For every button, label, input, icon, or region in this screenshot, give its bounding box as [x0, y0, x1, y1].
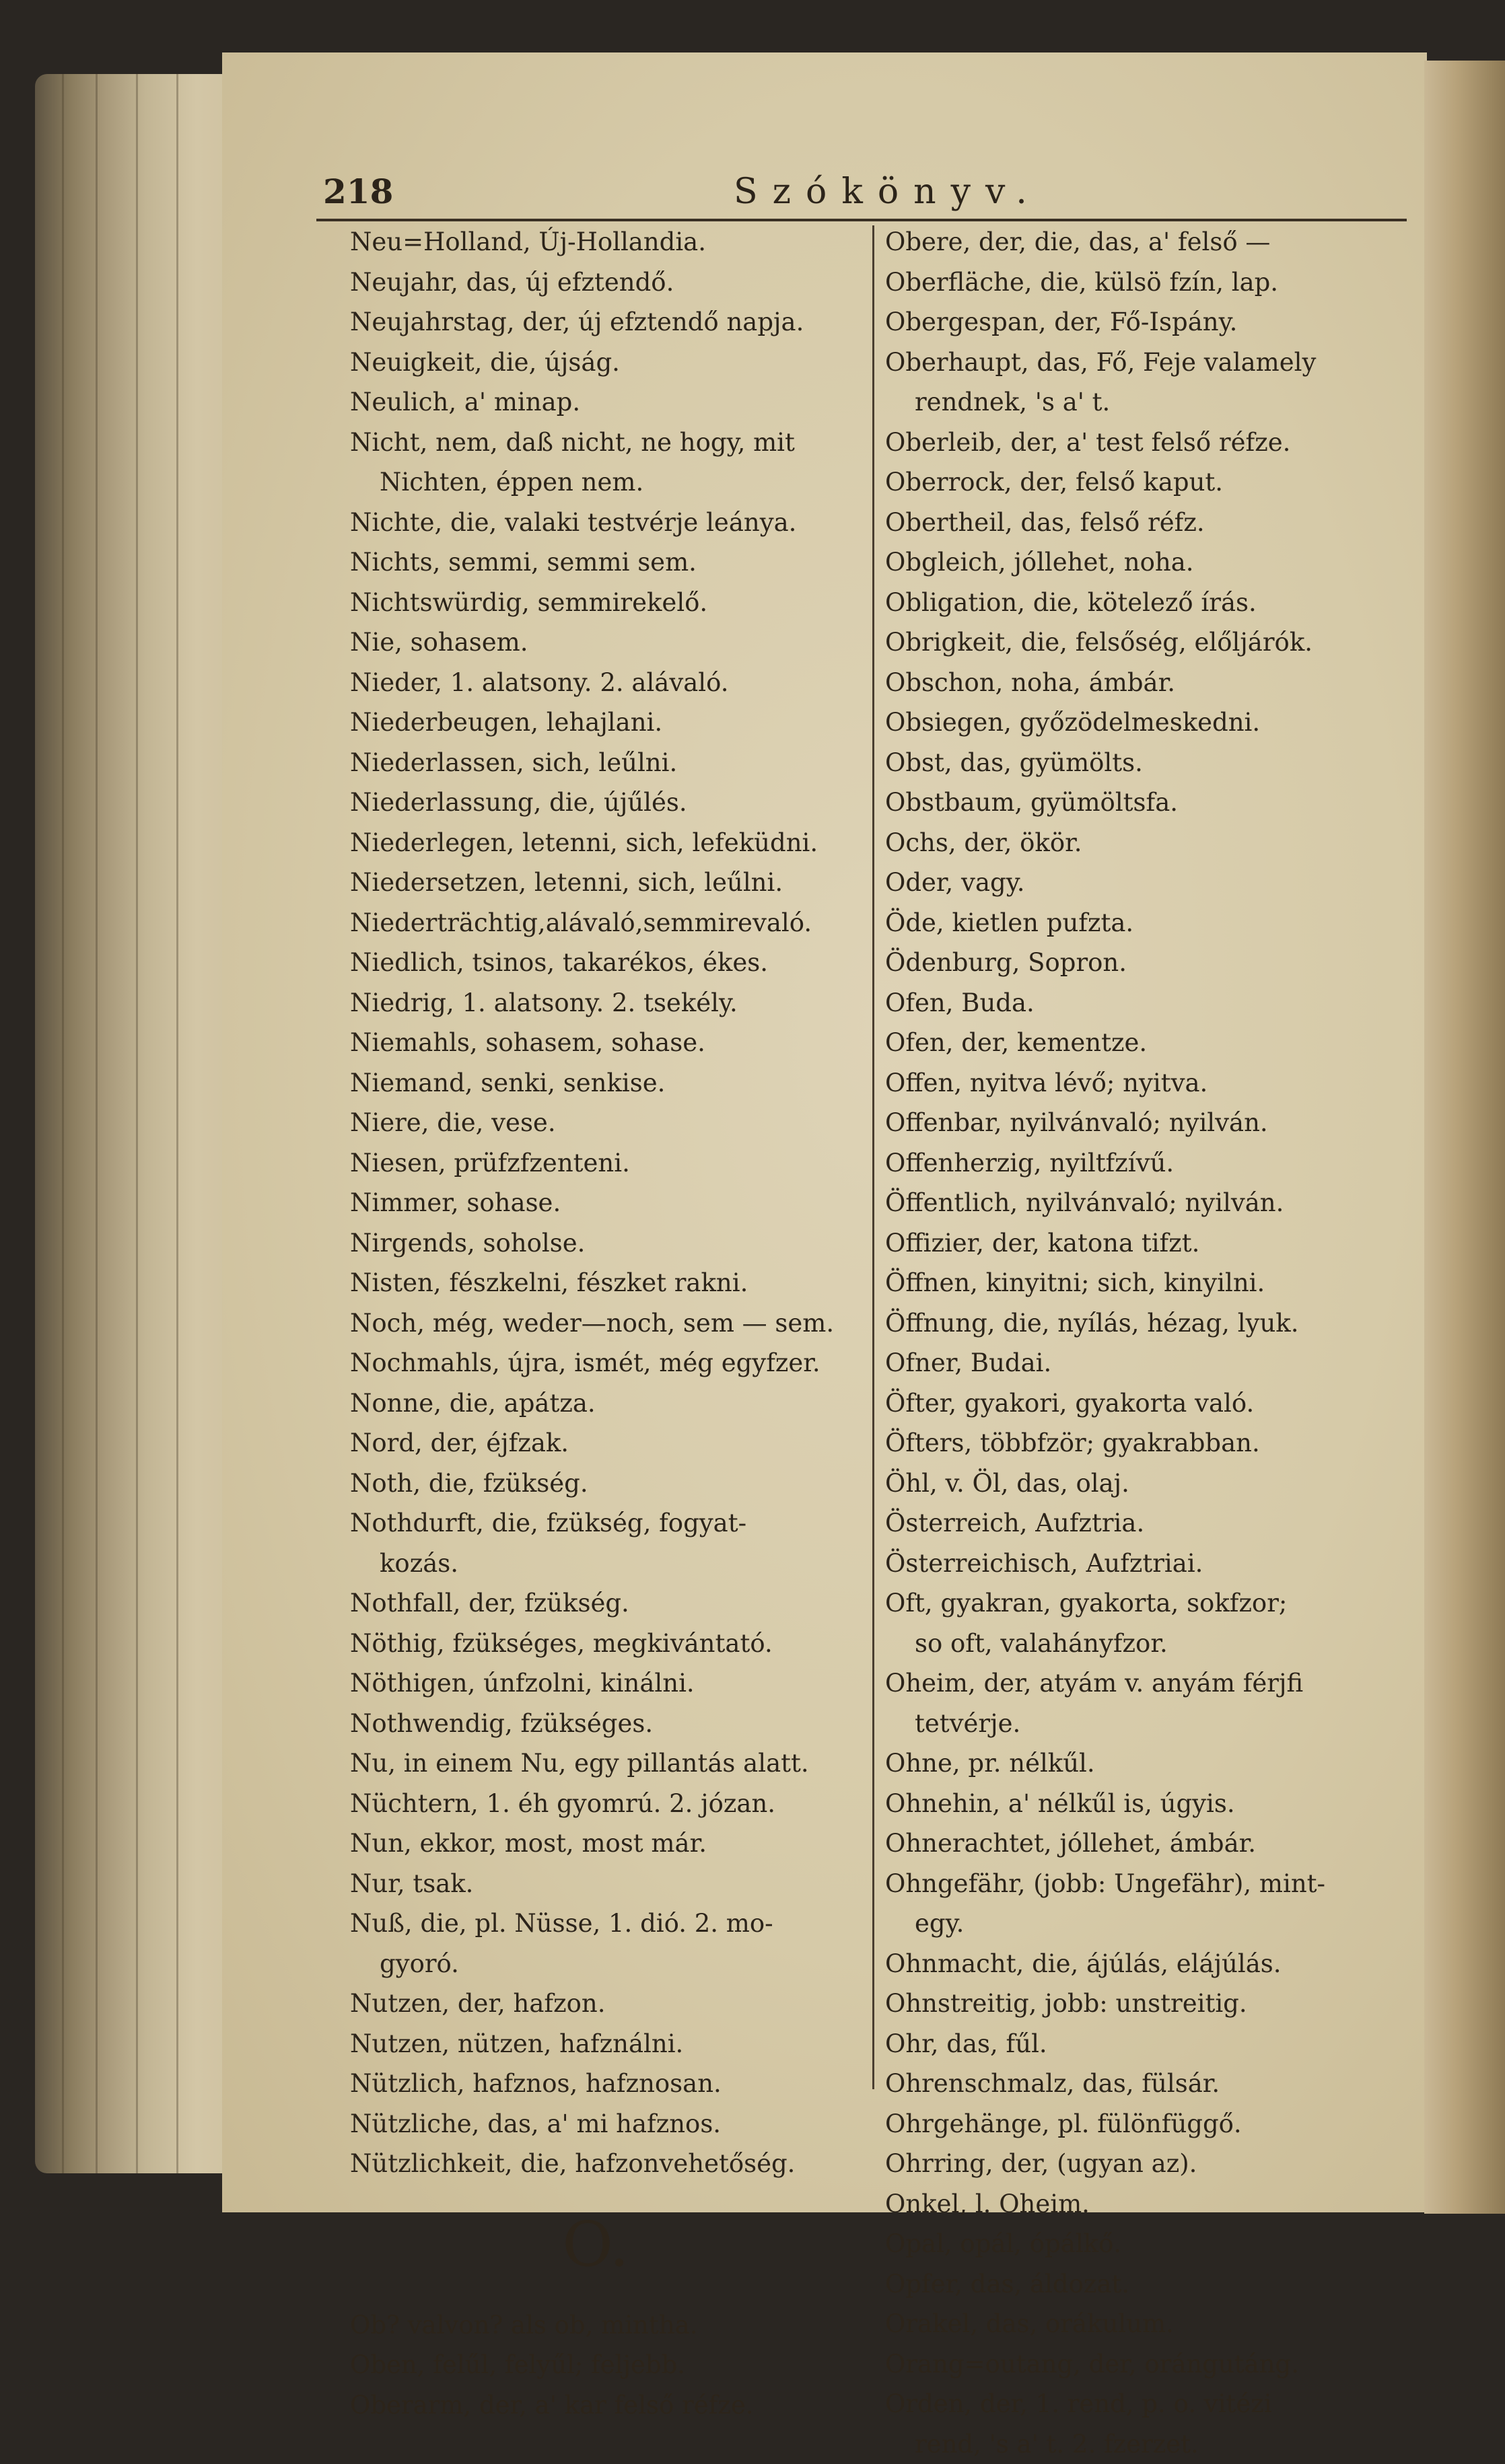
dictionary-entry: Noth, die, fzükség.: [350, 1463, 868, 1504]
dictionary-entry: Nu, in einem Nu, egy pillantás alatt.: [350, 1743, 868, 1784]
dictionary-entry: Obertheil, das, felső réfz.: [885, 503, 1417, 543]
dictionary-entry: Nutzen, nützen, hafználni.: [350, 2024, 868, 2064]
dictionary-entry: Niemahls, sohasem, sohase.: [350, 1023, 868, 1063]
dictionary-entry: Niederlegen, letenni, sich, lefeküdni.: [350, 823, 868, 863]
dictionary-entry: Niemand, senki, senkise.: [350, 1063, 868, 1103]
dictionary-entry: Ohrenschmalz, das, fülsár.: [885, 2064, 1417, 2104]
dictionary-entry: Öffentlich, nyilvánvaló; nyilván.: [885, 1183, 1417, 1223]
dictionary-entry: Noch, még, weder—noch, sem — sem.: [350, 1303, 868, 1344]
dictionary-entry: Nichtswürdig, semmirekelő.: [350, 583, 868, 623]
dictionary-entry: Nothwendig, fzükséges.: [350, 1704, 868, 1744]
dictionary-entry: Oheim, der, atyám v. anyám férjfi: [885, 1663, 1417, 1704]
dictionary-entry: Nothfall, der, fzükség.: [350, 1583, 868, 1624]
dictionary-entry: Nichts, semmi, semmi sem.: [350, 542, 868, 583]
dictionary-entry: Niedersetzen, letenni, sich, leűlni.: [350, 863, 868, 903]
section-letter: O.: [323, 2184, 868, 2305]
dictionary-entry: Ofen, Buda.: [885, 983, 1417, 1023]
dictionary-entry: Österreich, Aufztria.: [885, 1503, 1417, 1544]
dictionary-entry: Opfer, das, áldozat.: [885, 2264, 1417, 2305]
dictionary-entry: so oft, valahányfzor.: [885, 1624, 1417, 1664]
dictionary-entry: Offenherzig, nyiltfzívű.: [885, 1143, 1417, 1184]
right-column: [885, 222, 1417, 2464]
dictionary-entry: rend, 's a' t. 2. fzerzet.: [885, 2424, 1417, 2464]
dictionary-entry: Öffnung, die, nyílás, hézag, lyuk.: [885, 1303, 1417, 1344]
dictionary-entry: Nie, sohasem.: [350, 622, 868, 663]
dictionary-entry: Obstbaum, gyümöltsfa.: [885, 783, 1417, 823]
dictionary-entry: Nord, der, éjfzak.: [350, 1423, 868, 1463]
dictionary-entry: Nirgends, soholse.: [350, 1223, 868, 1264]
dictionary-entry: Obergespan, der, Fő-Ispány.: [885, 302, 1417, 342]
dictionary-entry: Obere, der, die, das, a' felső —: [885, 222, 1417, 262]
dictionary-entry: Neuigkeit, die, újság.: [350, 342, 868, 383]
dictionary-entry: gyoró.: [350, 1944, 868, 1984]
dictionary-entry: Onkel, l. Oheim.: [885, 2184, 1417, 2224]
dictionary-entry: Obsiegen, győzödelmeskedni.: [885, 702, 1417, 743]
dictionary-entry: Öffnen, kinyitni; sich, kinyilni.: [885, 1263, 1417, 1303]
dictionary-entry: Ohnehin, a' nélkűl is, úgyis.: [885, 1784, 1417, 1824]
dictionary-entry: Niederlassung, die, újűlés.: [350, 783, 868, 823]
dictionary-entry: Nichten, éppen nem.: [350, 462, 868, 503]
left-column: [350, 222, 868, 2425]
dictionary-entry: Nothdurft, die, fzükség, fogyat-: [350, 1503, 868, 1544]
dictionary-entry: Oberleib, der, a' test felső réfze.: [885, 423, 1417, 463]
running-title: Szókönyv.: [734, 172, 1042, 212]
dictionary-entry: Oft, gyakran, gyakorta, sokfzor;: [885, 1583, 1417, 1624]
dictionary-entry: Nimmer, sohase.: [350, 1183, 868, 1223]
dictionary-entry: Niesen, prüfzfzenteni.: [350, 1143, 868, 1184]
dictionary-entry: Nisten, fészkelni, fészket rakni.: [350, 1263, 868, 1303]
dictionary-entry: Nonne, die, apátza.: [350, 1383, 868, 1424]
dictionary-entry: Oberarm, der, a' kar felső réfze.: [350, 2385, 868, 2426]
dictionary-entry: Obligation, die, kötelező írás.: [885, 583, 1417, 623]
dictionary-entry: Nützlichkeit, die, hafzonvehetőség.: [350, 2144, 868, 2184]
header-rule: [316, 219, 1407, 221]
dictionary-entry: Nicht, nem, daß nicht, ne hogy, mit: [350, 423, 868, 463]
dictionary-entry: Ochs, der, ökör.: [885, 823, 1417, 863]
dictionary-entry: Öfter, gyakori, gyakorta való.: [885, 1383, 1417, 1424]
dictionary-entry: Nieder, 1. alatsony. 2. alávaló.: [350, 663, 868, 703]
dictionary-entry: Nochmahls, újra, ismét, még egyfzer.: [350, 1343, 868, 1383]
dictionary-entry: Obst, das, gyümölts.: [885, 743, 1417, 783]
dictionary-entry: Opal, opál, ópálkő.: [885, 2224, 1417, 2264]
facing-page-edge: [1424, 61, 1505, 2214]
dictionary-entry: Orang=outang, der, orángutáng.: [885, 2344, 1417, 2385]
dictionary-entry: Obrigkeit, die, felsőség, előljárók.: [885, 622, 1417, 663]
page-number: 218: [323, 172, 393, 211]
page-header: [323, 172, 1400, 219]
dictionary-entry: Niederträchtig,alávaló,semmirevaló.: [350, 903, 868, 943]
dictionary-entry: Ohnstreitig, jobb: unstreitig.: [885, 1984, 1417, 2024]
dictionary-entry: Nützlich, hafznos, hafznosan.: [350, 2064, 868, 2104]
dictionary-entry: Nöthig, fzükséges, megkivántató.: [350, 1624, 868, 1664]
dictionary-entry: Obschon, noha, ámbár.: [885, 663, 1417, 703]
dictionary-entry: Nöthigen, únfzolni, kinálni.: [350, 1663, 868, 1704]
dictionary-entry: Offen, nyitva lévő; nyitva.: [885, 1063, 1417, 1103]
dictionary-entry: kozás.: [350, 1544, 868, 1584]
dictionary-entry: Niederlassen, sich, leűlni.: [350, 743, 868, 783]
dictionary-entry: Öhl, v. Öl, das, olaj.: [885, 1463, 1417, 1504]
dictionary-entry: Neulich, a' minap.: [350, 382, 868, 423]
dictionary-entry: Offizier, der, katona tifzt.: [885, 1223, 1417, 1264]
dictionary-entry: egy.: [885, 1904, 1417, 1944]
dictionary-entry: Oberhaupt, das, Fő, Feje valamely: [885, 342, 1417, 383]
dictionary-entry: Nüchtern, 1. éh gyomrú. 2. józan.: [350, 1784, 868, 1824]
dictionary-entry: Nun, ekkor, most, most már.: [350, 1823, 868, 1864]
dictionary-entry: Ohr, das, fűl.: [885, 2024, 1417, 2064]
dictionary-entry: Ohnmacht, die, ájúlás, elájúlás.: [885, 1944, 1417, 1984]
dictionary-entry: Öfters, többfzör; gyakrabban.: [885, 1423, 1417, 1463]
dictionary-entry: Oberrock, der, felső kaput.: [885, 462, 1417, 503]
dictionary-entry: Ofner, Budai.: [885, 1343, 1417, 1383]
dictionary-entry: Nichte, die, valaki testvérje leánya.: [350, 503, 868, 543]
column-divider: [872, 225, 874, 2089]
dictionary-entry: Niedrig, 1. alatsony. 2. tsekély.: [350, 983, 868, 1023]
dictionary-entry: Ohne, pr. nélkűl.: [885, 1743, 1417, 1784]
book-spine-page-edges: [35, 74, 237, 2173]
dictionary-entry: Ohnerachtet, jóllehet, ámbár.: [885, 1823, 1417, 1864]
dictionary-entry: Neu=Holland, Új-Hollandia.: [350, 222, 868, 262]
dictionary-entry: Ohngefähr, (jobb: Ungefähr), mint-: [885, 1864, 1417, 1904]
dictionary-entry: Ödenburg, Sopron.: [885, 943, 1417, 983]
dictionary-entry: Nützliche, das, a' mi hafznos.: [350, 2104, 868, 2144]
dictionary-entry: Oberfläche, die, külsö fzín, lap.: [885, 262, 1417, 303]
dictionary-entry: Nur, tsak.: [350, 1864, 868, 1904]
dictionary-entry: Niedlich, tsinos, takarékos, ékes.: [350, 943, 868, 983]
dictionary-entry: rendnek, 's a' t.: [885, 382, 1417, 423]
dictionary-entry: Offenbar, nyilvánvaló; nyilván.: [885, 1103, 1417, 1143]
dictionary-entry: tetvérje.: [885, 1704, 1417, 1744]
dictionary-entry: Oben, felűl, felyűl; feljebb.: [350, 2345, 868, 2385]
dictionary-entry: Neujahr, das, új efztendő.: [350, 262, 868, 303]
dictionary-entry: Niere, die, vese.: [350, 1103, 868, 1143]
dictionary-entry: Ob? valvon? als ob, mintha.: [350, 2305, 868, 2346]
dictionary-entry: Orden, der, 1. rend, p. o. vitézi: [885, 2384, 1417, 2424]
dictionary-entry: Österreichisch, Aufztriai.: [885, 1544, 1417, 1584]
dictionary-entry: Orakel, das, orákulum.: [885, 2304, 1417, 2344]
dictionary-entry: Niederbeugen, lehajlani.: [350, 702, 868, 743]
dictionary-entry: Oder, vagy.: [885, 863, 1417, 903]
dictionary-entry: Ofen, der, kementze.: [885, 1023, 1417, 1063]
dictionary-entry: Ohrgehänge, pl. fülönfüggő.: [885, 2104, 1417, 2144]
dictionary-entry: Nutzen, der, hafzon.: [350, 1984, 868, 2024]
dictionary-entry: Ohrring, der, (ugyan az).: [885, 2144, 1417, 2184]
dictionary-entry: Nuß, die, pl. Nüsse, 1. dió. 2. mo-: [350, 1904, 868, 1944]
dictionary-entry: Öde, kietlen pufzta.: [885, 903, 1417, 943]
dictionary-entry: Obgleich, jóllehet, noha.: [885, 542, 1417, 583]
dictionary-entry: Neujahrstag, der, új efztendő napja.: [350, 302, 868, 342]
